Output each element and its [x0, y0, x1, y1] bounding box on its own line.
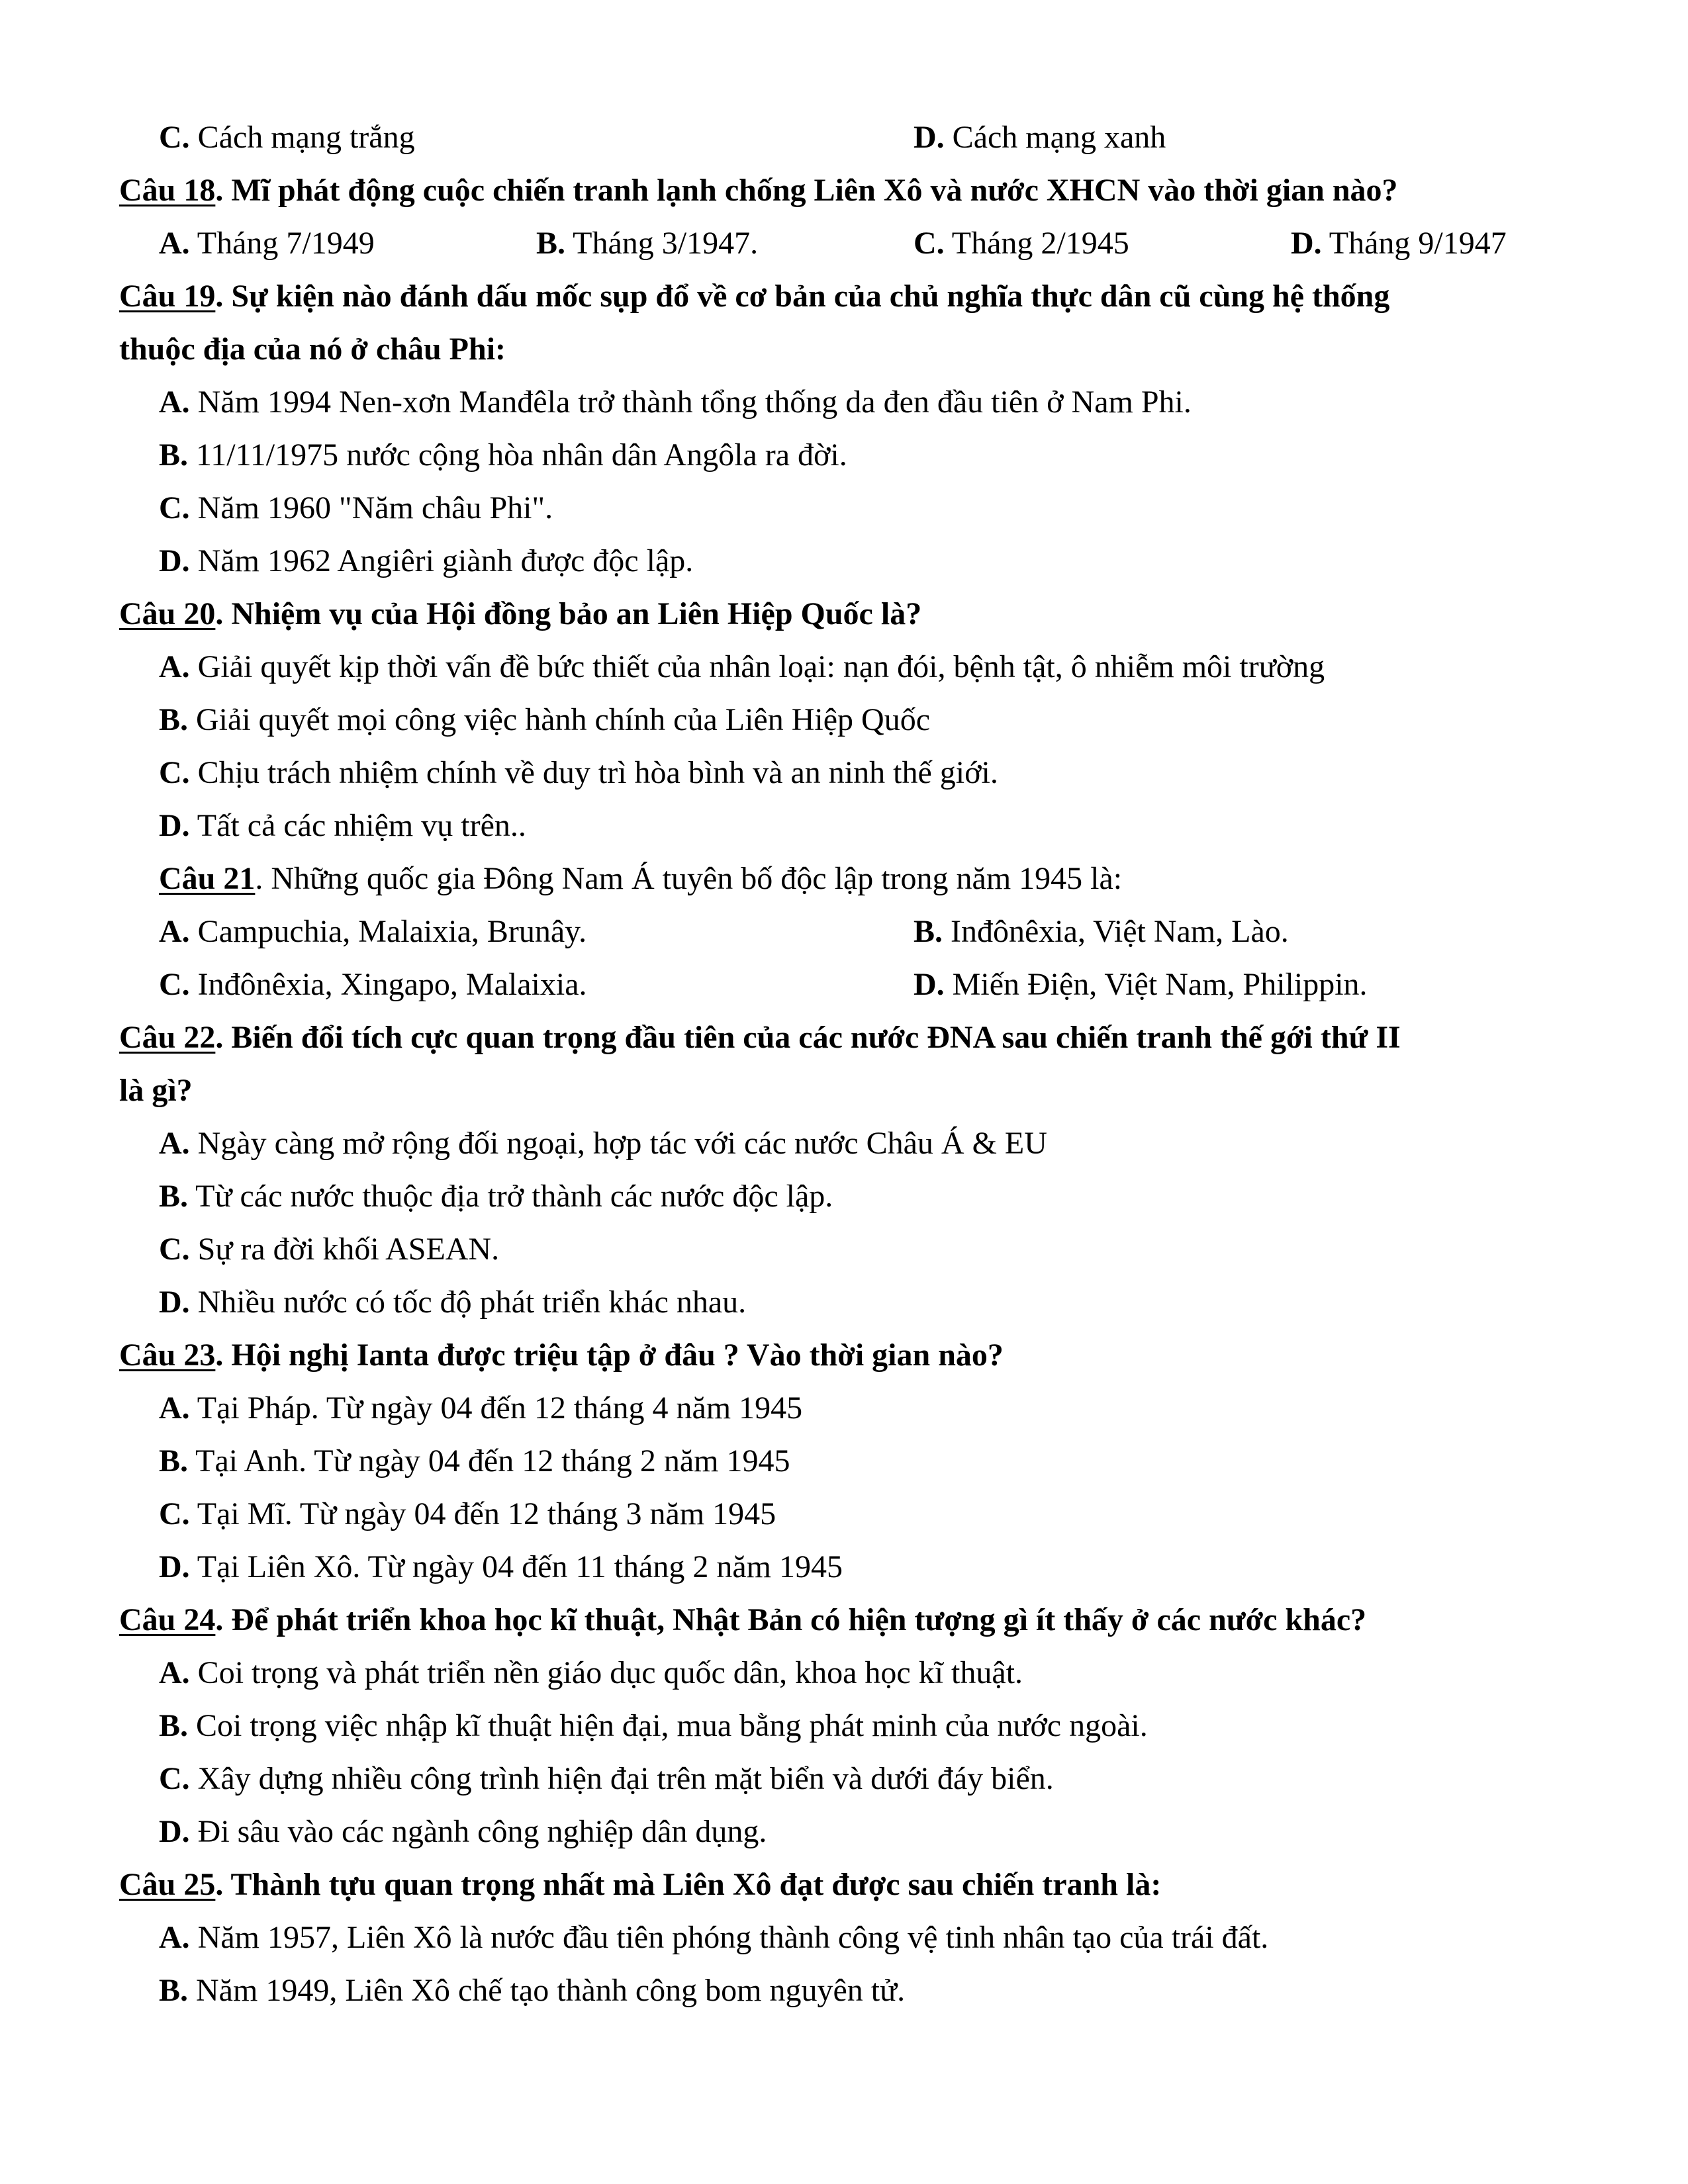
q22-option-c: C. Sự ra đời khối ASEAN. [159, 1232, 500, 1267]
q22-number: Câu 22 [119, 1020, 216, 1055]
q18-option-c: C. Tháng 2/1945 [914, 226, 1129, 261]
q23-number: Câu 23 [119, 1338, 216, 1373]
q23-question: Câu 23. Hội nghị Ianta được triệu tập ở đâu ? Vào thời gian nào? [119, 1338, 1004, 1373]
q23-option-a: A. Tại Pháp. Từ ngày 04 đến 12 tháng 4 năm 1945 [159, 1390, 803, 1426]
q25-option-a: A. Năm 1957, Liên Xô là nước đầu tiên phóng thành công vệ tinh nhân tạo của trái đất. [159, 1920, 1269, 1955]
q24-question: Câu 24. Để phát triển khoa học kĩ thuật, Nhật Bản có hiện tượng gì ít thấy ở các nước khác? [119, 1602, 1367, 1637]
q20-option-c: C. Chịu trách nhiệm chính về duy trì hòa bình và an ninh thế giới. [159, 755, 998, 790]
q24-option-d: D. Đi sâu vào các ngành công nghiệp dân dụng. [159, 1814, 767, 1849]
q20-option-b: B. Giải quyết mọi công việc hành chính của Liên Hiệp Quốc [159, 702, 931, 737]
q19-option-b: B. 11/11/1975 nước cộng hòa nhân dân Angôla ra đời. [159, 437, 847, 473]
q19-question: Câu 19. Sự kiện nào đánh dấu mốc sụp đổ về cơ bản của chủ nghĩa thực dân cũ cùng hệ thống [119, 279, 1390, 314]
q21-option-c: C. Inđônêxia, Xingapo, Malaixia. [159, 967, 587, 1002]
q19-option-c: C. Năm 1960 "Năm châu Phi". [159, 490, 553, 525]
q21-option-d: D. Miến Điện, Việt Nam, Philippin. [914, 967, 1368, 1002]
q18-question: Câu 18. Mĩ phát động cuộc chiến tranh lạnh chống Liên Xô và nước XHCN vào thời gian nào? [119, 173, 1398, 208]
q17-options-row [0, 111, 1688, 164]
q25-question: Câu 25. Thành tựu quan trọng nhất mà Liên Xô đạt được sau chiến tranh là: [119, 1867, 1162, 1902]
exam-page [0, 111, 1688, 2017]
q24-number: Câu 24 [119, 1602, 216, 1637]
q20-option-a: A. Giải quyết kịp thời vấn đề bức thiết của nhân loại: nạn đói, bệnh tật, ô nhiễm môi trường [159, 649, 1325, 684]
q19-question-cont: thuộc địa của nó ở châu Phi: [119, 332, 506, 367]
q22-option-b: B. Từ các nước thuộc địa trở thành các nước độc lập. [159, 1179, 833, 1214]
q18-option-d: D. Tháng 9/1947 [1291, 226, 1507, 261]
q21-options-row-2 [0, 958, 1688, 1011]
q23-option-b: B. Tại Anh. Từ ngày 04 đến 12 tháng 2 năm 1945 [159, 1443, 790, 1479]
q22-option-a: A. Ngày càng mở rộng đối ngoại, hợp tác với các nước Châu Á & EU [159, 1126, 1047, 1161]
q17-option-c: C. Cách mạng trắng [159, 120, 415, 155]
q21-question: Câu 21. Những quốc gia Đông Nam Á tuyên bố độc lập trong năm 1945 là: [159, 861, 1123, 896]
q22-question-cont: là gì? [119, 1073, 193, 1108]
q25-number: Câu 25 [119, 1867, 216, 1902]
q20-option-d: D. Tất cả các nhiệm vụ trên.. [159, 808, 526, 843]
q18-number: Câu 18 [119, 173, 216, 208]
q22-question: Câu 22. Biến đổi tích cực quan trọng đầu tiên của các nước ĐNA sau chiến tranh thế gới thứ II [119, 1020, 1401, 1055]
q19-option-a: A. Năm 1994 Nen-xơn Manđêla trở thành tổng thống da đen đầu tiên ở Nam Phi. [159, 385, 1192, 420]
q20-question: Câu 20. Nhiệm vụ của Hội đồng bảo an Liên Hiệp Quốc là? [119, 596, 922, 631]
q24-option-c: C. Xây dựng nhiều công trình hiện đại trên mặt biển và dưới đáy biển. [159, 1761, 1054, 1796]
q20-number: Câu 20 [119, 596, 216, 631]
q18-option-a: A. Tháng 7/1949 [159, 226, 375, 261]
q23-option-c: C. Tại Mĩ. Từ ngày 04 đến 12 tháng 3 năm 1945 [159, 1496, 776, 1531]
q18-options-row [0, 217, 1688, 270]
q23-option-d: D. Tại Liên Xô. Từ ngày 04 đến 11 tháng 2 năm 1945 [159, 1549, 843, 1584]
q24-option-a: A. Coi trọng và phát triển nền giáo dục quốc dân, khoa học kĩ thuật. [159, 1655, 1023, 1690]
q21-option-b: B. Inđônêxia, Việt Nam, Lào. [914, 914, 1289, 949]
q22-option-d: D. Nhiều nước có tốc độ phát triển khác nhau. [159, 1285, 747, 1320]
q21-options-row-1 [0, 905, 1688, 958]
q19-option-d: D. Năm 1962 Angiêri giành được độc lập. [159, 543, 694, 578]
q18-option-b: B. Tháng 3/1947. [536, 226, 759, 261]
q19-number: Câu 19 [119, 279, 216, 314]
q24-option-b: B. Coi trọng việc nhập kĩ thuật hiện đại, mua bằng phát minh của nước ngoài. [159, 1708, 1148, 1743]
q25-option-b: B. Năm 1949, Liên Xô chế tạo thành công bom nguyên tử. [159, 1973, 906, 2008]
q21-option-a: A. Campuchia, Malaixia, Brunây. [159, 914, 587, 949]
q17-option-d: D. Cách mạng xanh [914, 120, 1166, 155]
q21-number: Câu 21 [159, 861, 256, 896]
